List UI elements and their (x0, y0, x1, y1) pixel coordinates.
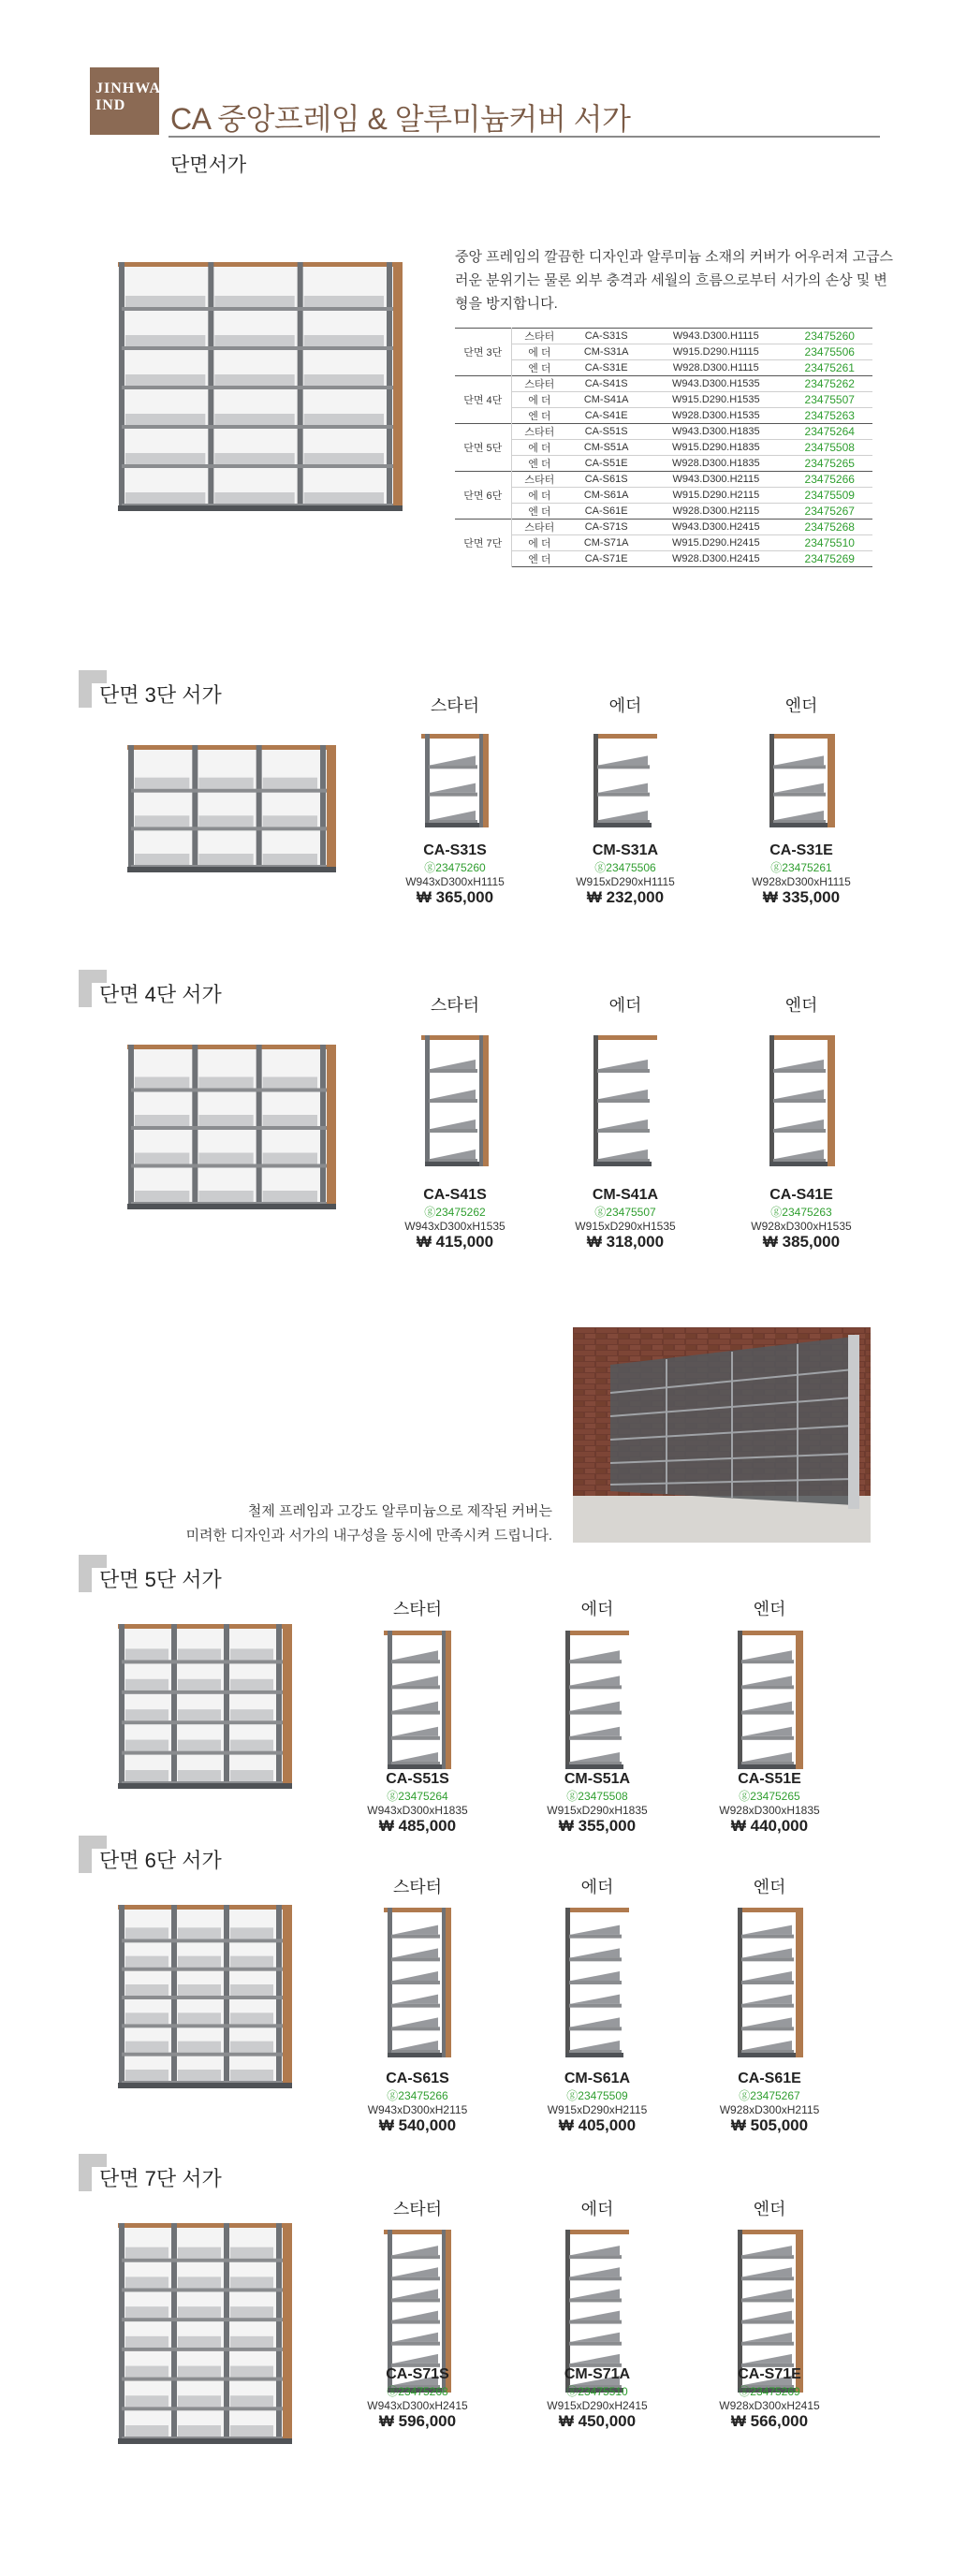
product-model: CM-S71A (564, 2366, 631, 2382)
spec-row (455, 392, 872, 408)
product-size: W915xD290xH2415 (547, 2399, 648, 2412)
spec-code: 23475510 (787, 535, 873, 551)
spec-size: W915.D290.H2415 (645, 535, 786, 551)
spec-type: 스타터 (511, 329, 567, 344)
product-info (690, 2366, 849, 2431)
section-title: 단면 4단 서가 (99, 983, 222, 1006)
spec-row (455, 456, 872, 472)
spec-size: W915.D290.H1115 (645, 344, 786, 360)
spec-size: W943.D300.H1835 (645, 424, 786, 440)
product-price: ₩ 450,000 (558, 2412, 637, 2430)
feature-caption (186, 1500, 552, 1548)
product-info (338, 1771, 497, 1836)
product-model: CA-S41S (423, 1187, 487, 1203)
spec-model: CA-S61E (567, 504, 645, 520)
product-card (338, 2196, 497, 2220)
spec-size: W943.D300.H1115 (645, 329, 786, 344)
spec-row (455, 472, 872, 488)
spec-size: W928.D300.H2115 (645, 504, 786, 520)
product-model: CM-S61A (564, 2071, 631, 2086)
product-model: CA-S71E (738, 2366, 801, 2382)
product-size: W943xD300xH2115 (367, 2103, 468, 2116)
product-image (418, 728, 492, 831)
product-price: ₩ 405,000 (558, 2116, 637, 2134)
product-code: ⓖ23475507 (594, 1206, 656, 1219)
spec-model: CA-S61S (567, 472, 645, 488)
product-price: ₩ 415,000 (416, 1233, 494, 1251)
product-size: W943xD300xH2415 (367, 2399, 468, 2412)
product-type: 스타터 (430, 996, 480, 1015)
spec-row (455, 344, 872, 360)
spec-code: 23475508 (787, 440, 873, 456)
spec-row (455, 488, 872, 504)
section-row-image (122, 738, 342, 878)
spec-level: 단면 3단 (455, 329, 511, 376)
product-image (730, 1902, 809, 2061)
spec-type: 엔 더 (511, 504, 567, 520)
section-title: 단면 5단 서가 (99, 1568, 222, 1591)
spec-type: 스타터 (511, 472, 567, 488)
product-price: ₩ 318,000 (586, 1233, 665, 1251)
product-image (418, 1030, 492, 1170)
product-price: ₩ 566,000 (730, 2412, 809, 2430)
product-info (546, 842, 705, 907)
product-type: 스타터 (392, 1878, 443, 1896)
product-code: ⓖ23475262 (424, 1206, 486, 1219)
product-card (518, 2196, 677, 2220)
product-size: W943xD300xH1115 (405, 875, 505, 888)
product-type: 에더 (608, 996, 642, 1015)
product-code: ⓖ23475260 (424, 861, 486, 874)
product-type: 에더 (580, 1878, 614, 1896)
section-row-image (112, 1617, 298, 1794)
product-model: CA-S61E (738, 2071, 801, 2086)
spec-code: 23475265 (787, 456, 873, 472)
spec-size: W915.D290.H1835 (645, 440, 786, 456)
spec-code: 23475507 (787, 392, 873, 408)
spec-model: CA-S31E (567, 360, 645, 376)
product-info (690, 2071, 849, 2135)
page-title: CA 중앙프레임 & 알루미늄커버 서가 (170, 102, 631, 136)
product-size: W928xD300xH1835 (719, 1804, 820, 1817)
product-type: 엔더 (753, 1600, 786, 1618)
product-size: W915xD290xH2115 (547, 2103, 648, 2116)
section-row-image (112, 1897, 298, 2094)
product-code: ⓖ23475509 (566, 2089, 628, 2102)
product-price: ₩ 540,000 (378, 2116, 457, 2134)
spec-size: W943.D300.H1535 (645, 376, 786, 392)
product-code: ⓖ23475506 (594, 861, 656, 874)
product-card (375, 693, 535, 717)
section-marker (79, 1555, 92, 1592)
product-size: W928xD300xH2115 (719, 2103, 820, 2116)
product-card (722, 992, 881, 1017)
section-title: 단면 6단 서가 (99, 1849, 222, 1872)
product-model: CA-S71S (386, 2366, 449, 2382)
spec-row (455, 535, 872, 551)
product-code: ⓖ23475261 (770, 861, 832, 874)
spec-size: W928.D300.H1535 (645, 408, 786, 424)
spec-size: W915.D290.H1535 (645, 392, 786, 408)
spec-model: CA-S41E (567, 408, 645, 424)
product-info (546, 1187, 705, 1251)
spec-model: CM-S51A (567, 440, 645, 456)
spec-table (455, 328, 872, 567)
product-price: ₩ 385,000 (762, 1233, 841, 1251)
product-type: 엔더 (753, 2200, 786, 2218)
spec-code: 23475260 (787, 329, 873, 344)
product-size: W928xD300xH1535 (751, 1220, 852, 1233)
product-image (730, 1625, 809, 1773)
hero-bookshelf-image (112, 255, 408, 517)
section-marker (79, 2154, 92, 2191)
spec-type: 에 더 (511, 440, 567, 456)
product-card (338, 1596, 497, 1620)
feature-caption-line-1: 철제 프레임과 고강도 알루미늄으로 제작된 커버는 (247, 1503, 552, 1519)
product-size: W928xD300xH1115 (752, 875, 851, 888)
product-image (558, 1625, 637, 1773)
spec-size: W943.D300.H2115 (645, 472, 786, 488)
title-divider (168, 136, 880, 138)
product-model: CA-S61S (386, 2071, 449, 2086)
product-type: 스타터 (430, 696, 480, 715)
spec-code: 23475269 (787, 551, 873, 567)
page-subtitle: 단면서가 (170, 154, 247, 176)
product-info (722, 842, 881, 907)
product-image (762, 1030, 841, 1170)
spec-type: 엔 더 (511, 456, 567, 472)
product-code: ⓖ23475264 (387, 1790, 448, 1803)
spec-model: CM-S71A (567, 535, 645, 551)
spec-row (455, 551, 872, 567)
product-card (546, 693, 705, 717)
section-title: 단면 3단 서가 (99, 683, 222, 707)
product-type: 에더 (580, 1600, 614, 1618)
product-code: ⓖ23475265 (739, 1790, 800, 1803)
spec-code: 23475264 (787, 424, 873, 440)
spec-size: W928.D300.H1115 (645, 360, 786, 376)
spec-type: 에 더 (511, 488, 567, 504)
spec-code: 23475263 (787, 408, 873, 424)
spec-model: CA-S51E (567, 456, 645, 472)
spec-model: CA-S41S (567, 376, 645, 392)
product-image (586, 728, 665, 831)
spec-model: CA-S51S (567, 424, 645, 440)
product-price: ₩ 440,000 (730, 1817, 809, 1835)
spec-row (455, 504, 872, 520)
spec-type: 엔 더 (511, 408, 567, 424)
spec-row (455, 424, 872, 440)
product-card (690, 2196, 849, 2220)
section-marker (79, 670, 92, 708)
product-model: CA-S51E (738, 1771, 801, 1787)
spec-code: 23475506 (787, 344, 873, 360)
product-code: ⓖ23475263 (770, 1206, 832, 1219)
product-price: ₩ 596,000 (378, 2412, 457, 2430)
product-type: 스타터 (392, 2200, 443, 2218)
spec-type: 엔 더 (511, 360, 567, 376)
spec-model: CM-S31A (567, 344, 645, 360)
section-marker (79, 1836, 92, 1873)
spec-level: 단면 5단 (455, 424, 511, 472)
product-price: ₩ 335,000 (762, 888, 841, 906)
product-model: CA-S31S (423, 842, 487, 858)
spec-size: W943.D300.H2415 (645, 520, 786, 535)
brand-logo: JINHWA IND (90, 67, 159, 135)
product-image (380, 1902, 455, 2061)
spec-code: 23475268 (787, 520, 873, 535)
installation-photo (573, 1327, 871, 1543)
product-type: 에더 (580, 2200, 614, 2218)
feature-caption-line-2: 미려한 디자인과 서가의 내구성을 동시에 만족시켜 드립니다. (185, 1528, 552, 1544)
spec-level: 단면 6단 (455, 472, 511, 520)
product-image (762, 728, 841, 831)
spec-code: 23475262 (787, 376, 873, 392)
spec-type: 스타터 (511, 376, 567, 392)
product-card (722, 693, 881, 717)
product-code: ⓖ23475268 (387, 2385, 448, 2398)
spec-code: 23475509 (787, 488, 873, 504)
spec-type: 엔 더 (511, 551, 567, 567)
spec-row (455, 329, 872, 344)
spec-model: CM-S61A (567, 488, 645, 504)
product-card (518, 1596, 677, 1620)
spec-size: W928.D300.H1835 (645, 456, 786, 472)
spec-model: CM-S41A (567, 392, 645, 408)
product-type: 에더 (608, 696, 642, 715)
product-model: CM-S31A (592, 842, 659, 858)
product-type: 엔더 (753, 1878, 786, 1896)
product-info (375, 1187, 535, 1251)
product-model: CA-S51S (386, 1771, 449, 1787)
spec-type: 에 더 (511, 535, 567, 551)
product-info (518, 2071, 677, 2135)
section-marker (79, 970, 92, 1007)
spec-model: CA-S71E (567, 551, 645, 567)
product-card (375, 992, 535, 1017)
product-info (338, 2366, 497, 2431)
product-size: W928xD300xH2415 (719, 2399, 820, 2412)
product-type: 엔더 (784, 996, 818, 1015)
product-price: ₩ 355,000 (558, 1817, 637, 1835)
product-card (546, 992, 705, 1017)
product-code: ⓖ23475266 (387, 2089, 448, 2102)
product-info (375, 842, 535, 907)
product-info (338, 2071, 497, 2135)
product-price: ₩ 365,000 (416, 888, 494, 906)
product-code: ⓖ23475510 (566, 2385, 628, 2398)
spec-code: 23475266 (787, 472, 873, 488)
spec-size: W915.D290.H2115 (645, 488, 786, 504)
product-image (558, 1902, 637, 2061)
spec-level: 단면 4단 (455, 376, 511, 424)
product-size: W915xD290xH1535 (575, 1220, 676, 1233)
intro-text: 중앙 프레임의 깔끔한 디자인과 알루미늄 소재의 커버가 어우러져 고급스러운 분위기는 물론 외부 충격과 세월의 흐름으로부터 서가의 손상 및 변형을 방지합니다. (455, 249, 894, 312)
section-row-image (122, 1037, 342, 1215)
spec-type: 에 더 (511, 392, 567, 408)
spec-type: 스타터 (511, 424, 567, 440)
spec-code: 23475261 (787, 360, 873, 376)
spec-row (455, 440, 872, 456)
product-model: CA-S31E (769, 842, 833, 858)
product-code: ⓖ23475508 (566, 1790, 628, 1803)
product-size: W915xD290xH1835 (547, 1804, 648, 1817)
product-size: W915xD290xH1115 (576, 875, 675, 888)
spec-row (455, 376, 872, 392)
product-info (518, 2366, 677, 2431)
product-info (722, 1187, 881, 1251)
spec-model: CA-S71S (567, 520, 645, 535)
product-size: W943xD300xH1835 (367, 1804, 468, 1817)
product-card (338, 1874, 497, 1898)
product-card (518, 1874, 677, 1898)
product-type: 스타터 (392, 1600, 443, 1618)
section-title: 단면 7단 서가 (99, 2167, 222, 2190)
product-image (586, 1030, 665, 1170)
product-card (690, 1596, 849, 1620)
spec-code: 23475267 (787, 504, 873, 520)
product-model: CM-S51A (564, 1771, 631, 1787)
spec-model: CA-S31S (567, 329, 645, 344)
spec-type: 에 더 (511, 344, 567, 360)
product-price: ₩ 485,000 (378, 1817, 457, 1835)
product-model: CA-S41E (769, 1187, 833, 1203)
spec-size: W928.D300.H2415 (645, 551, 786, 567)
product-code: ⓖ23475267 (739, 2089, 800, 2102)
product-image (380, 1625, 455, 1773)
product-type: 엔더 (784, 696, 818, 715)
section-row-image (112, 2216, 298, 2450)
spec-level: 단면 7단 (455, 520, 511, 567)
spec-row (455, 360, 872, 376)
product-code: ⓖ23475269 (739, 2385, 800, 2398)
product-info (518, 1771, 677, 1836)
spec-row (455, 408, 872, 424)
spec-row (455, 520, 872, 535)
product-model: CM-S41A (592, 1187, 659, 1203)
spec-type: 스타터 (511, 520, 567, 535)
product-info (690, 1771, 849, 1836)
product-price: ₩ 232,000 (586, 888, 665, 906)
product-card (690, 1874, 849, 1898)
product-size: W943xD300xH1535 (404, 1220, 505, 1233)
product-price: ₩ 505,000 (730, 2116, 809, 2134)
